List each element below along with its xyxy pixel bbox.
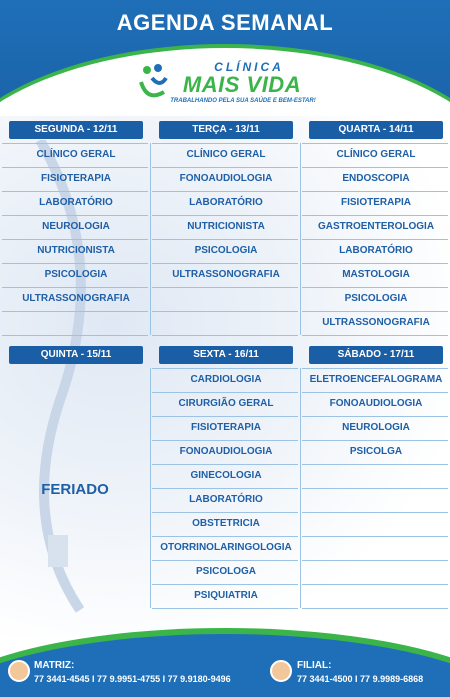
grid-line bbox=[152, 536, 298, 537]
specialty-item: NEUROLOGIA bbox=[42, 221, 110, 232]
specialty-item: FONOAUDIOLOGIA bbox=[329, 398, 423, 409]
specialty-item: LABORATÓRIO bbox=[39, 197, 113, 208]
specialty-item: ULTRASSONOGRAFIA bbox=[22, 293, 130, 304]
grid-line bbox=[152, 416, 298, 417]
specialty-item: FISIOTERAPIA bbox=[340, 197, 411, 208]
grid-line bbox=[2, 311, 148, 312]
grid-line bbox=[2, 239, 148, 240]
specialty-item: PSICOLOGIA bbox=[44, 269, 108, 280]
specialty-item: LABORATÓRIO bbox=[189, 494, 263, 505]
day-header: SÁBADO - 17/11 bbox=[309, 346, 443, 364]
specialty-item: MASTOLOGIA bbox=[342, 269, 410, 280]
specialty-item: PSICOLOGIA bbox=[194, 245, 258, 256]
specialty-item: NUTRICIONISTA bbox=[37, 245, 115, 256]
holiday-label: FERIADO bbox=[41, 481, 109, 498]
specialty-item: CIRURGIÃO GERAL bbox=[178, 398, 274, 409]
grid-line bbox=[152, 584, 298, 585]
grid-line bbox=[2, 143, 148, 144]
grid-line bbox=[2, 335, 148, 336]
specialty-item: LABORATÓRIO bbox=[189, 197, 263, 208]
specialty-item: ULTRASSONOGRAFIA bbox=[322, 317, 430, 328]
specialty-item: CARDIOLOGIA bbox=[190, 374, 262, 385]
day-header: QUARTA - 14/11 bbox=[309, 121, 443, 139]
grid-line bbox=[302, 560, 448, 561]
specialty-item: NUTRICIONISTA bbox=[187, 221, 265, 232]
page-title: AGENDA SEMANAL bbox=[116, 10, 334, 35]
grid-line bbox=[302, 464, 448, 465]
specialty-item: GINECOLOGIA bbox=[190, 470, 262, 481]
grid-line bbox=[2, 287, 148, 288]
specialty-item: LABORATÓRIO bbox=[339, 245, 413, 256]
filial-phones: 77 3441-4500 I 77 9.9989-6868 bbox=[297, 674, 424, 684]
grid-line bbox=[302, 287, 448, 288]
day-header: SEXTA - 16/11 bbox=[159, 346, 293, 364]
grid-line bbox=[302, 143, 448, 144]
grid-line bbox=[152, 512, 298, 513]
grid-line bbox=[152, 464, 298, 465]
logo-name-text: MAIS VIDA bbox=[182, 72, 302, 97]
grid-line bbox=[302, 368, 448, 369]
grid-line bbox=[302, 512, 448, 513]
specialty-item: PSICOLOGA bbox=[195, 566, 256, 577]
grid-line bbox=[302, 440, 448, 441]
filial-label: FILIAL: bbox=[297, 660, 332, 671]
grid-line bbox=[302, 416, 448, 417]
logo-clinica-text: CLÍNICA bbox=[214, 60, 284, 74]
grid-line bbox=[152, 368, 298, 369]
logo-slogan-text: TRABALHANDO PELA SUA SAÚDE E BEM-ESTAR! bbox=[170, 98, 316, 104]
specialty-item: ELETROENCEFALOGRAMA bbox=[309, 374, 443, 385]
grid-divider bbox=[150, 368, 151, 608]
grid-line bbox=[302, 215, 448, 216]
specialty-item: OBSTETRICIA bbox=[192, 518, 260, 529]
grid-line bbox=[2, 215, 148, 216]
grid-line bbox=[302, 488, 448, 489]
specialty-item: NEUROLOGIA bbox=[342, 422, 410, 433]
grid-divider bbox=[300, 368, 301, 608]
grid-line bbox=[2, 191, 148, 192]
specialty-item: CLÍNICO GERAL bbox=[36, 149, 116, 160]
specialty-item: CLÍNICO GERAL bbox=[186, 149, 266, 160]
grid-line bbox=[302, 311, 448, 312]
grid-divider bbox=[150, 143, 151, 335]
footer bbox=[0, 628, 450, 697]
specialty-item: CLÍNICO GERAL bbox=[336, 149, 416, 160]
grid-line bbox=[302, 584, 448, 585]
specialty-item: FISIOTERAPIA bbox=[190, 422, 261, 433]
grid-line bbox=[152, 239, 298, 240]
day-header: QUINTA - 15/11 bbox=[9, 346, 143, 364]
grid-line bbox=[302, 191, 448, 192]
day-header: SEGUNDA - 12/11 bbox=[9, 121, 143, 139]
filial-avatar-icon bbox=[270, 660, 292, 682]
grid-line bbox=[302, 608, 448, 609]
specialty-item: OTORRINOLARINGOLOGIA bbox=[160, 542, 292, 553]
grid-line bbox=[152, 215, 298, 216]
matriz-avatar-icon bbox=[8, 660, 30, 682]
specialty-item: FISIOTERAPIA bbox=[40, 173, 111, 184]
specialty-item: ENDOSCOPIA bbox=[342, 173, 410, 184]
grid-line bbox=[152, 335, 298, 336]
specialty-item: GASTROENTEROLOGIA bbox=[317, 221, 435, 232]
grid-line bbox=[152, 263, 298, 264]
specialty-item: FONOAUDIOLOGIA bbox=[179, 173, 273, 184]
grid-line bbox=[152, 440, 298, 441]
day-header: TERÇA - 13/11 bbox=[159, 121, 293, 139]
matriz-phones: 77 3441-4545 I 77 9.9951-4755 I 77 9.9180-9496 bbox=[34, 674, 231, 684]
specialty-item: ULTRASSONOGRAFIA bbox=[172, 269, 280, 280]
grid-line bbox=[152, 560, 298, 561]
specialty-item: PSIQUIATRIA bbox=[194, 590, 258, 601]
specialty-item: PSICOLOGIA bbox=[344, 293, 408, 304]
grid-line bbox=[302, 263, 448, 264]
grid-line bbox=[302, 335, 448, 336]
specialty-item: FONOAUDIOLOGIA bbox=[179, 446, 273, 457]
grid-line bbox=[152, 191, 298, 192]
grid-line bbox=[152, 311, 298, 312]
grid-line bbox=[302, 239, 448, 240]
grid-line bbox=[152, 608, 298, 609]
grid-line bbox=[152, 167, 298, 168]
grid-line bbox=[2, 167, 148, 168]
grid-line bbox=[152, 143, 298, 144]
matriz-label: MATRIZ: bbox=[34, 660, 75, 671]
grid-line bbox=[2, 263, 148, 264]
grid-divider bbox=[300, 143, 301, 335]
grid-line bbox=[302, 536, 448, 537]
grid-line bbox=[152, 392, 298, 393]
grid-line bbox=[302, 167, 448, 168]
grid-line bbox=[302, 392, 448, 393]
grid-line bbox=[152, 488, 298, 489]
specialty-item: PSICOLGA bbox=[349, 446, 403, 457]
grid-line bbox=[152, 287, 298, 288]
